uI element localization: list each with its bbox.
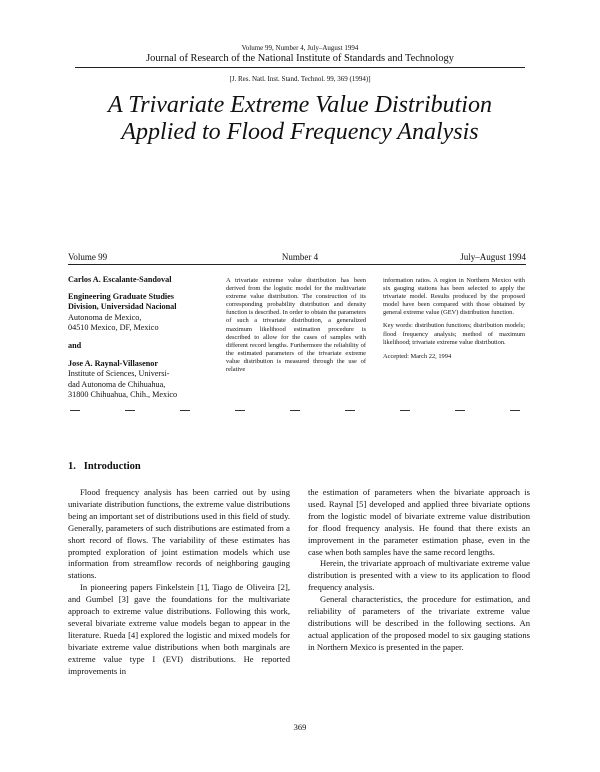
paper-title bbox=[0, 92, 600, 146]
abstract-column-1: A trivariate extreme value distribution has been derived from the logistic model for the multivariate extreme value distribution. The construction of its corresponding probability distribution and density function is described. In order to obtain the parameters of such a trivariate distribution, a generalized maximum likelihood estimation procedure is described to allow for the cases of samples with different record lengths. Furthermore the reliability of the estimated parameters of the trivariate extreme value distribution is measured through the use of relative bbox=[226, 277, 367, 374]
paragraph: Flood frequency analysis has been carried out by using univariate distribution functions, the extreme value distributions being an important set of distributions used in this field of study. Generally, parameters of such distributions are estimated from a short record of flows. The variability of these estimates has prompted exploration of joint estimation models which use information from streamflow records of neighboring gauging stations. bbox=[68, 487, 290, 581]
issue-rule bbox=[68, 264, 526, 265]
affiliation-2-line-2: dad Autonoma de Chihuahua, bbox=[68, 379, 166, 389]
affiliation-1-line-1: Engineering Graduate Studies bbox=[68, 292, 174, 302]
title-line-1: A Trivariate Extreme Value Distribution bbox=[108, 92, 492, 118]
section-heading: 1. Introduction bbox=[68, 461, 141, 472]
separator-dash bbox=[180, 410, 190, 411]
separator-dash bbox=[125, 410, 135, 411]
accepted-date: Accepted: March 22, 1994 bbox=[383, 352, 452, 360]
separator-dash bbox=[400, 410, 410, 411]
paragraph: General characteristics, the procedure for estimation, and reliability of parameters of the trivariate extreme value distributions will be described in the following sections. An actual application of the proposed model to six gauging stations in Northern Mexico is presented in the paper. bbox=[308, 594, 530, 652]
separator-dash bbox=[70, 410, 80, 411]
separator-dash bbox=[235, 410, 245, 411]
abstract-column-2 bbox=[383, 277, 525, 361]
title-line-2: Applied to Flood Frequency Analysis bbox=[121, 119, 479, 145]
separator-dash bbox=[290, 410, 300, 411]
separator-dash bbox=[345, 410, 355, 411]
affiliation-2-line-3: 31800 Chihuahua, Chih., Mexico bbox=[68, 389, 178, 399]
header-rule bbox=[75, 67, 525, 68]
body-left-column bbox=[68, 487, 290, 678]
issue-volume: Volume 99 bbox=[68, 252, 108, 262]
issue-number: Number 4 bbox=[281, 252, 319, 262]
author-2: Jose A. Raynal-Villasenor bbox=[68, 359, 158, 369]
affiliation-2-line-1: Institute of Sciences, Universi- bbox=[68, 369, 170, 379]
keywords: Key words: distribution functions; distribution models; flood frequency analysis; method of maximum likelihood; trivariate extreme value distribution. bbox=[383, 322, 525, 346]
separator-dash bbox=[510, 410, 520, 411]
affiliation-1-line-3: Autonoma de Mexico, bbox=[68, 312, 142, 322]
journal-title: Journal of Research of the National Institute of Standards and Technology bbox=[146, 53, 454, 64]
author-conjunction: and bbox=[68, 341, 82, 351]
author-1: Carlos A. Escalante-Sandoval bbox=[68, 275, 172, 284]
affiliation-1-line-4: 04510 Mexico, DF, Mexico bbox=[68, 322, 159, 332]
issue-date: July–August 1994 bbox=[460, 252, 526, 262]
paragraph: In pioneering papers Finkelstein [1], Tiago de Oliveira [2], and Gumbel [3] gave the foundations for the multivariate approach to extreme value distributions. Following this work, several bivariate extreme value models began to appear in the literature. Rueda [4] explored the logistic and mixed models for bivariate extreme value distributions when both marginals are extreme value type I (EVI) distributions. He reported improvements in bbox=[68, 582, 290, 676]
author-block bbox=[68, 275, 228, 400]
body-right-column bbox=[308, 487, 530, 654]
separator-dash bbox=[455, 410, 465, 411]
page-number: 369 bbox=[293, 722, 307, 732]
volume-line: Volume 99, Number 4, July–August 1994 bbox=[241, 44, 359, 52]
citation: [J. Res. Natl. Inst. Stand. Technol. 99, 369 (1994)] bbox=[229, 75, 371, 83]
affiliation-1-line-2: Division, Universidad Nacional bbox=[68, 302, 177, 312]
paragraph: Herein, the trivariate approach of multivariate extreme value distribution is presented with a view to its application to flood frequency analysis. bbox=[308, 558, 530, 593]
abstract-text-continued: information ratios. A region in Northern Mexico with six gauging stations has been selected to apply the trivariate model. Results produced by the proposed model have been compared with those obtained by general extreme value (GEV) distribution function. bbox=[383, 277, 525, 317]
paragraph: the estimation of parameters when the bivariate approach is used. Raynal [5] developed and applied three bivariate options from the logistic model of bivariate extreme value distribution for flood frequency analysis. He found that there exists an improvement in the parameter estimation phase, even in the case when both samples have the same record lengths. bbox=[308, 487, 530, 557]
